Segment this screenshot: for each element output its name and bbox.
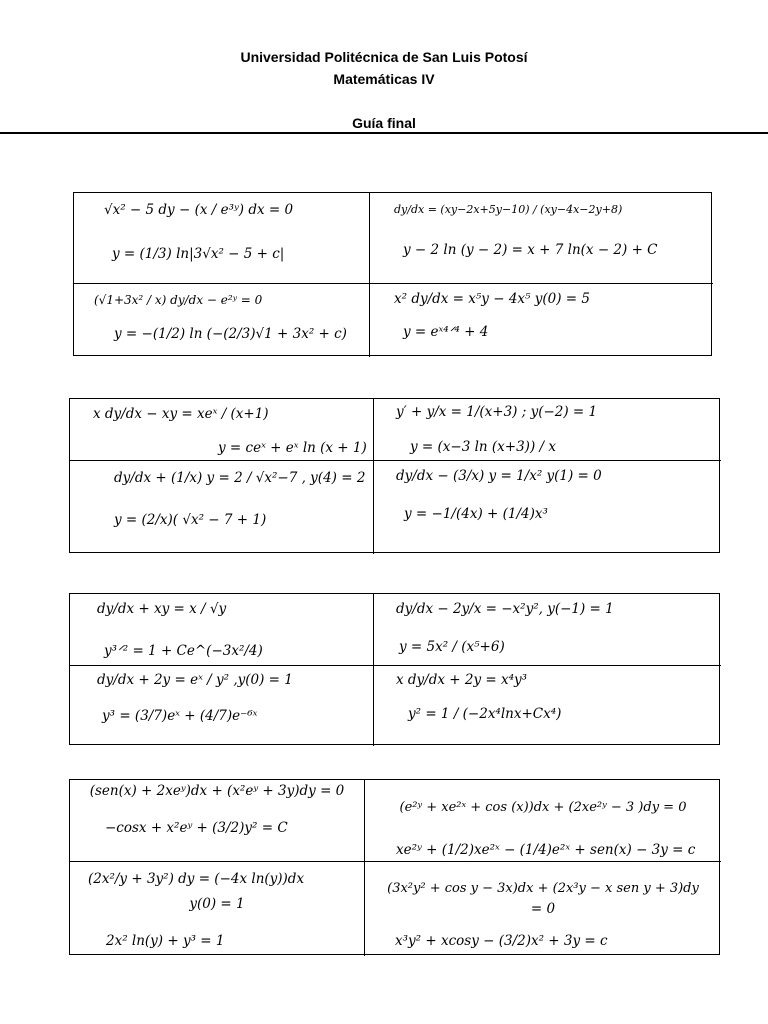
equation: dy/dx − (3/x) y = 1/x² y(1) = 0 [396,468,602,484]
solution: y = ceˣ + eˣ ln (x + 1) [218,440,367,456]
exercise-table-1 [73,192,712,356]
equation: dy/dx + (1/x) y = 2 / √x²−7 , y(4) = 2 [114,470,366,486]
exercise-cell [74,193,370,284]
equation: (e²ʸ + xe²ˣ + cos (x))dx + (2xe²ʸ − 3 )dy = 0 [399,800,687,815]
solution: y = −(1/2) ln (−(2/3)√1 + 3x² + c) [114,326,347,342]
solution: x³y² + xcosy − (3/2)x² + 3y = c [395,933,608,949]
solution: y = (1/3) ln|3√x² − 5 + c| [112,246,285,262]
exercise-table-3 [69,593,720,745]
exercise-cell [374,461,721,554]
equation: x dy/dx − xy = xeˣ / (x+1) [93,406,269,422]
header-divider [0,132,768,134]
exercise-table-4 [69,779,720,955]
solution: −cosx + x²eʸ + (3/2)y² = C [105,820,288,836]
equation: dy/dx − 2y/x = −x²y², y(−1) = 1 [396,601,614,617]
solution: xe²ʸ + (1/2)xe²ˣ − (1/4)e²ˣ + sen(x) − 3y = c [396,842,696,858]
solution: y = eˣ⁴ᐟ⁴ + 4 [403,324,489,340]
initial-condition: y(0) = 1 [189,896,245,912]
exercise-cell [365,862,721,956]
exercise-cell [70,594,374,666]
equation: √x² − 5 dy − (x / e³ʸ) dx = 0 [104,202,294,218]
solution: y = −1/(4x) + (1/4)x³ [404,506,548,522]
exercise-cell [70,461,374,554]
equation: dy/dx = (xy−2x+5y−10) / (xy−4x−2y+8) [394,203,623,216]
equation: dy/dx + 2y = eˣ / y² ,y(0) = 1 [97,672,293,688]
equation-continued: = 0 [530,901,556,917]
equation: x dy/dx + 2y = x⁴y³ [396,672,528,688]
exercise-cell [74,284,370,357]
exercise-cell [70,666,374,746]
equation: (3x²y² + cos y − 3x)dx + (2x³y − x sen y + 3)dy [387,881,699,896]
equation: dy/dx + xy = x / √y [97,601,227,617]
exercise-cell [70,862,365,956]
exercise-cell [374,594,721,666]
exercise-table-2 [69,398,720,553]
solution: y³ᐟ² = 1 + Ce^(−3x²/4) [104,643,263,659]
solution: y = 5x² / (x⁵+6) [399,639,505,655]
solution: y = (2/x)( √x² − 7 + 1) [114,512,267,528]
equation: (2x²/y + 3y²) dy = (−4x ln(y))dx [88,871,305,887]
equation: (√1+3x² / x) dy/dx − e²ʸ = 0 [94,293,263,307]
exercise-cell [70,399,374,461]
exercise-cell [370,284,713,357]
exercise-cell [70,780,365,862]
guide-title: Guía final [352,115,416,131]
exercise-cell [370,193,713,284]
equation: x² dy/dx = x⁵y − 4x⁵ y(0) = 5 [394,291,590,307]
university-title: Universidad Politécnica de San Luis Potosí [240,49,528,65]
solution: y = (x−3 ln (x+3)) / x [410,439,556,455]
exercise-cell [365,780,721,862]
solution: y − 2 ln (y − 2) = x + 7 ln(x − 2) + C [403,242,658,258]
solution: y² = 1 / (−2x⁴lnx+Cx⁴) [408,706,562,722]
equation: (sen(x) + 2xeʸ)dx + (x²eʸ + 3y)dy = 0 [89,783,345,799]
solution: 2x² ln(y) + y³ = 1 [106,933,225,949]
exercise-cell [374,666,721,746]
equation: y′ + y/x = 1/(x+3) ; y(−2) = 1 [396,404,598,420]
exercise-cell [374,399,721,461]
solution: y³ = (3/7)eˣ + (4/7)e⁻⁶ˣ [102,708,258,724]
course-title: Matemáticas IV [333,71,435,87]
